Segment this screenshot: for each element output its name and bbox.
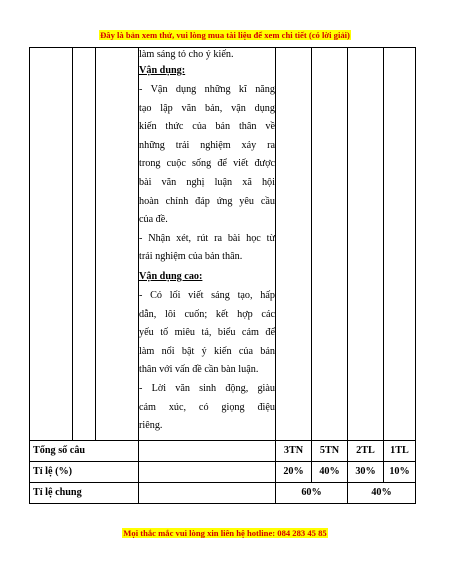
empty-cell xyxy=(73,48,96,441)
total-questions-row xyxy=(30,440,416,461)
text-line: cảm xúc, có giọng điệu xyxy=(139,401,275,413)
empty-cell xyxy=(312,48,348,441)
text-line: - Nhận xét, rút ra bài học từ xyxy=(139,232,275,244)
empty-cell xyxy=(348,48,384,441)
text-line: tạo lập văn bản, vận dụng xyxy=(139,102,275,114)
percentage-cell: 10% xyxy=(384,461,416,482)
text-line: - Vận dụng những kĩ năng xyxy=(139,84,275,95)
percentage-cell: 30% xyxy=(348,461,384,482)
text-line: hoàn chỉnh đáp ứng yêu cầu xyxy=(139,195,275,207)
empty-cell xyxy=(139,440,276,461)
count-cell: 1TL xyxy=(384,440,416,461)
preview-notice-text: Đây là bản xem thử, vui lòng mua tài liệu để xem chi tiết (có lời giải) xyxy=(100,30,350,40)
percentage-cell: 40% xyxy=(312,461,348,482)
overall-percentage-cell: 40% xyxy=(348,482,416,503)
empty-cell xyxy=(139,461,276,482)
content-row xyxy=(30,48,416,441)
percentage-cell: 20% xyxy=(276,461,312,482)
intro-line: làm sáng tỏ cho ý kiến. xyxy=(139,49,234,60)
text-line: bài văn nghị luận xã hội xyxy=(139,176,275,188)
overall-percentage-label: Tỉ lệ chung xyxy=(30,482,139,503)
overall-percentage-cell: 60% xyxy=(276,482,348,503)
skill-description-cell xyxy=(139,48,276,441)
empty-cell xyxy=(384,48,416,441)
empty-cell xyxy=(96,48,139,441)
empty-cell xyxy=(30,48,73,441)
hotline-banner xyxy=(0,528,450,538)
text-line: những trải nghiệm xảy ra xyxy=(139,139,275,151)
text-line: dẫn, lôi cuốn; kết hợp các xyxy=(139,308,275,320)
percentage-row xyxy=(30,461,416,482)
total-questions-label: Tổng số câu xyxy=(30,440,139,461)
text-line: kiến thức của bản thân về xyxy=(139,121,275,133)
text-line: yếu tố miêu tả, biểu cảm để xyxy=(139,327,275,339)
percentage-label: Tỉ lệ (%) xyxy=(30,461,139,482)
hotline-text: Mọi thắc mắc vui lòng xin liên hệ hotline: 084 283 45 85 xyxy=(123,528,327,538)
text-line: làm nổi bật ý kiến của bản xyxy=(139,345,275,357)
assessment-matrix-table xyxy=(29,47,416,504)
preview-notice-banner xyxy=(0,30,450,40)
van-dung-cao-heading: Vận dụng cao: xyxy=(139,270,203,282)
empty-cell xyxy=(276,48,312,441)
van-dung-heading: Vận dụng: xyxy=(139,65,186,76)
count-cell: 3TN xyxy=(276,440,312,461)
count-cell: 2TL xyxy=(348,440,384,461)
count-cell: 5TN xyxy=(312,440,348,461)
text-line: trong cuộc sống để viết được xyxy=(139,158,275,170)
text-line: - Có lối viết sáng tạo, hấp xyxy=(139,289,275,301)
text-line: riêng. xyxy=(139,420,163,432)
text-line: - Lời văn sinh động, giàu xyxy=(139,382,275,394)
text-line: trải nghiệm của bản thân. xyxy=(139,251,243,263)
overall-percentage-row xyxy=(30,482,416,503)
text-line: của đề. xyxy=(139,214,168,226)
empty-cell xyxy=(139,482,276,503)
text-line: thân với vấn đề cần bàn luận. xyxy=(139,364,259,376)
